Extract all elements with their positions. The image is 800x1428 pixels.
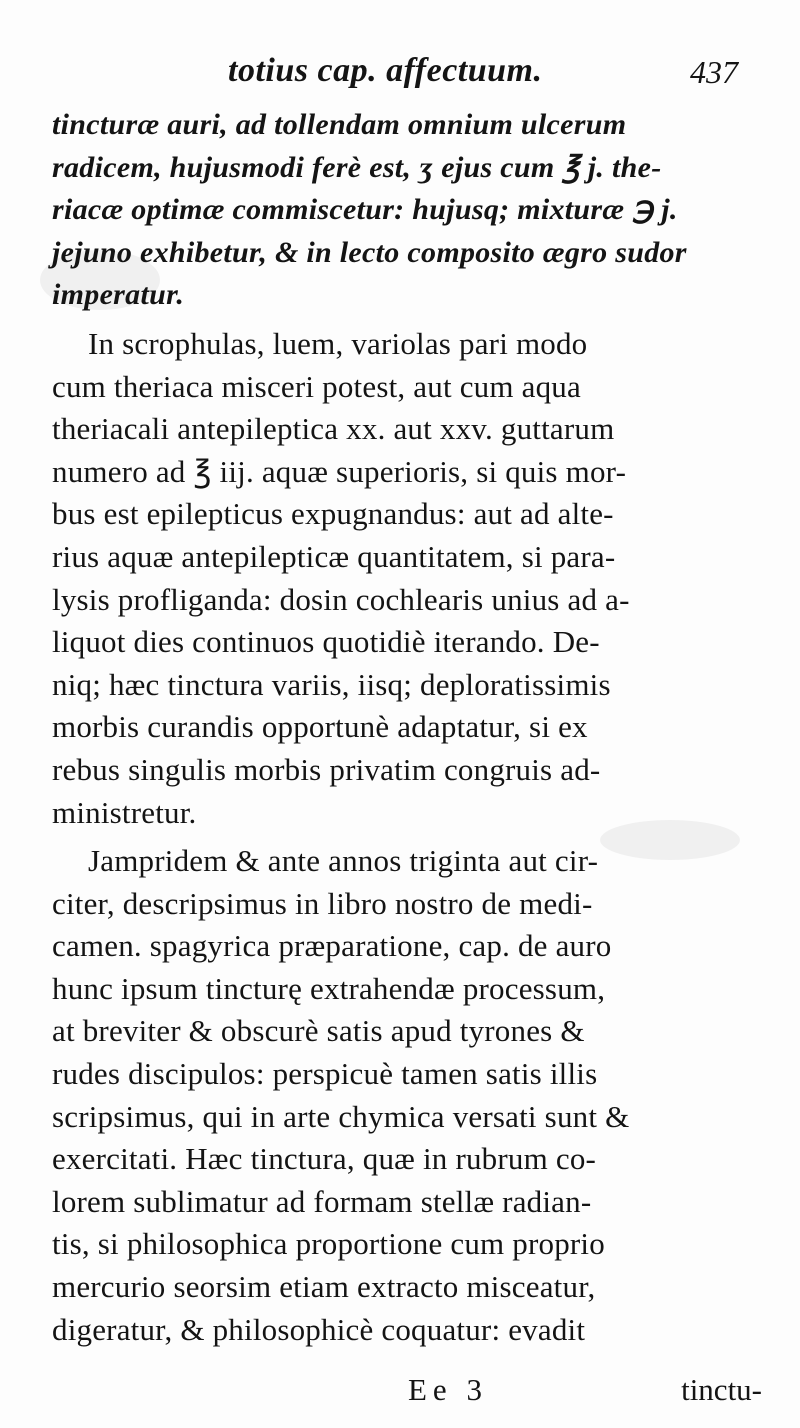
text-line: tis, si philosophica proportione cum proprio	[52, 1226, 605, 1262]
text-line: jejuno exhibetur, & in lecto composito ægro sudor	[52, 235, 687, 269]
text-line: radicem, hujusmodi ferè est, ʒ ejus cum ℥ j. the-	[52, 150, 662, 184]
text-line: citer, descripsimus in libro nostro de medi-	[52, 885, 593, 921]
text-line: lorem sublimatur ad formam stellæ radian-	[52, 1183, 592, 1219]
text-line: rius aquæ antepilepticæ quantitatem, si para-	[52, 538, 616, 574]
italic-paragraph	[52, 104, 742, 317]
catchword: tinctu-	[681, 1372, 762, 1407]
text-line: niq; hæc tinctura variis, iisq; deploratissimis	[52, 666, 611, 702]
text-line: In scrophulas, luem, variolas pari modo	[88, 325, 588, 361]
text-line: rudes discipulos: perspicuè tamen satis illis	[52, 1056, 598, 1092]
running-title: totius cap. affectuum.	[228, 52, 543, 89]
page-footer	[0, 1372, 800, 1412]
text-line: bus est epilepticus expugnandus: aut ad alte-	[52, 496, 614, 532]
text-line: numero ad ℥ iij. aquæ superioris, si quis mor-	[52, 453, 627, 489]
page-number: 437	[690, 54, 738, 90]
text-line: theriacali antepileptica xx. aut xxv. guttarum	[52, 411, 615, 447]
text-line: camen. spagyrica præparatione, cap. de auro	[52, 928, 612, 964]
text-line: exercitati. Hæc tinctura, quæ in rubrum co-	[52, 1141, 597, 1177]
text-line: morbis curandis opportunè adaptatur, si ex	[52, 709, 588, 745]
text-line: liquot dies continuos quotidiè iterando. De-	[52, 624, 600, 660]
page-header	[0, 48, 800, 98]
text-line: mercurio seorsim etiam extracto misceatur,	[52, 1269, 596, 1305]
text-line: digeratur, & philosophicè coquatur: evadit	[52, 1311, 586, 1347]
paragraph-jampridem	[52, 840, 742, 1351]
text-line: hunc ipsum tincturę extrahendæ processum,	[52, 970, 606, 1006]
text-line: riacæ optimæ commiscetur: hujusq; mixturæ ℈ j.	[52, 193, 678, 227]
text-line: imperatur.	[52, 278, 185, 312]
text-line: ministretur.	[52, 794, 197, 830]
text-line: tincturæ auri, ad tollendam omnium ulcerum	[52, 108, 627, 141]
signature-mark: Ee 3	[408, 1372, 488, 1407]
text-line: scripsimus, qui in arte chymica versati sunt &	[52, 1098, 630, 1134]
text-line: lysis profliganda: dosin cochlearis unius ad a-	[52, 581, 630, 617]
text-line: at breviter & obscurè satis apud tyrones &	[52, 1013, 585, 1049]
text-line: cum theriaca misceri potest, aut cum aqua	[52, 368, 581, 404]
paragraph-scrophulas	[52, 323, 742, 834]
text-line: rebus singulis morbis privatim congruis ad-	[52, 751, 601, 787]
text-line: Jampridem & ante annos triginta aut cir-	[88, 843, 599, 879]
text-block	[52, 104, 742, 1351]
